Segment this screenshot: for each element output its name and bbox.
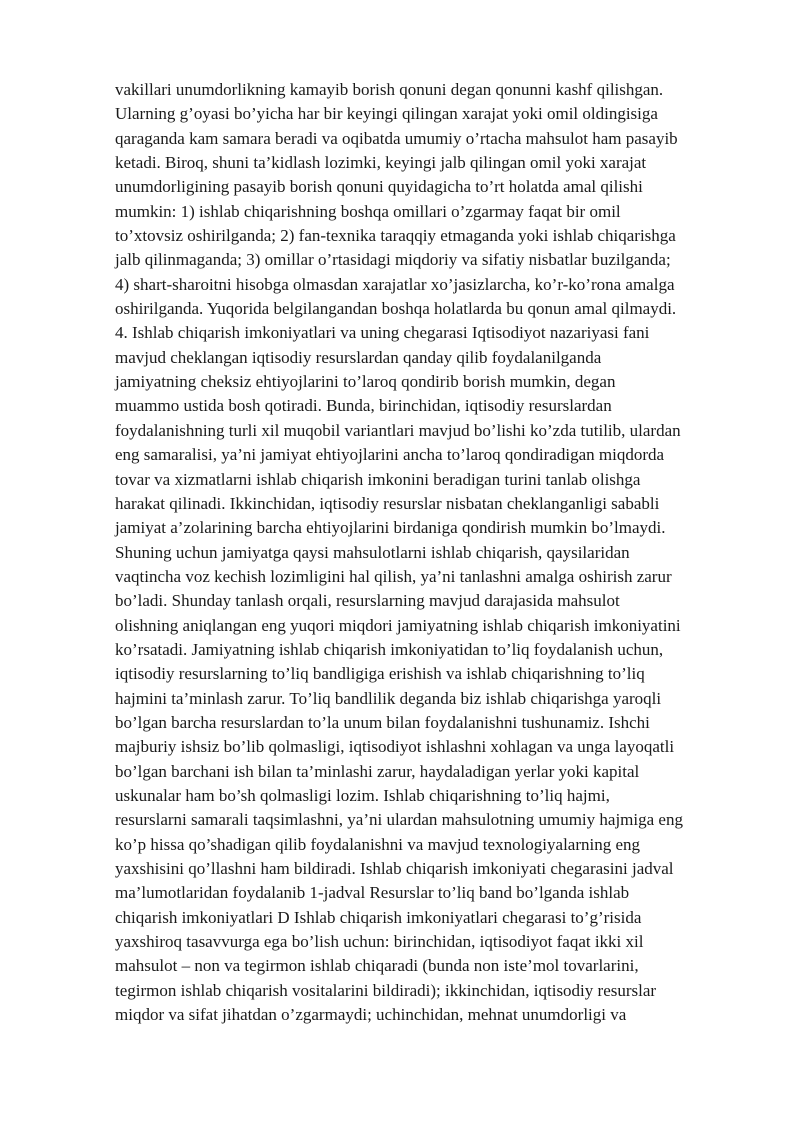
text-line: eng samaralisi, ya’ni jamiyat ehtiyojlarini ancha to’laroq qondiradigan miqdorda <box>115 445 665 465</box>
text-line: harakat qilinadi. Ikkinchidan, iqtisodiy resurslar nisbatan cheklanganligi sababli <box>115 493 660 513</box>
text-line: 4. Ishlab chiqarish imkoniyatlari va uning chegarasi Iqtisodiyot nazariyasi fani <box>115 323 650 343</box>
text-line: jalb qilinmaganda; 3) omillar o’rtasidagi miqdoriy va sifatiy nisbatlar buzilganda; <box>115 250 671 270</box>
text-line: oshirilganda. Yuqorida belgilangandan boshqa holatlarda bu qonun amal qilmaydi. <box>115 299 677 319</box>
text-line: majburiy ishsiz bo’lib qolmasligi, iqtisodiyot ishlashni xohlagan va unga layoqatli <box>115 737 675 757</box>
text-line: qaraganda kam samara beradi va oqibatda umumiy o’rtacha mahsulot ham pasayib <box>115 128 678 148</box>
text-line: ko’rsatadi. Jamiyatning ishlab chiqarish imkoniyatidan to’liq foydalanish uchun, <box>115 639 664 659</box>
text-line: miqdor va sifat jihatdan o’zgarmaydi; uchinchidan, mehnat unumdorligi va <box>115 1005 627 1025</box>
text-line: resurslarni samarali taqsimlashni, ya’ni ulardan mahsulotning umumiy hajmiga eng <box>115 810 683 830</box>
text-line: foydalanishning turli xil muqobil variantlari mavjud bo’lishi ko’zda tutilib, ulardan <box>115 420 681 440</box>
text-line: ma’lumotlaridan foydalanib 1-jadval Resurslar to’liq band bo’lganda ishlab <box>115 883 630 903</box>
text-line: bo’lgan barcha resurslardan to’la unum bilan foydalanishni tushunamiz. Ishchi <box>115 712 650 732</box>
text-line: olishning aniqlangan eng yuqori miqdori jamiyatning ishlab chiqarish imkoniyatini <box>115 615 681 635</box>
text-line: tegirmon ishlab chiqarish vositalarini bildiradi); ikkinchidan, iqtisodiy resurslar <box>115 980 657 1000</box>
text-line: mahsulot – non va tegirmon ishlab chiqaradi (bunda non iste’mol tovarlarini, <box>115 956 639 976</box>
text-line: yaxshiroq tasavvurga ega bo’lish uchun: birinchidan, iqtisodiyot faqat ikki xil <box>115 932 644 952</box>
text-line: Shuning uchun jamiyatga qaysi mahsulotlarni ishlab chiqarish, qaysilaridan <box>115 542 630 562</box>
body-text <box>115 78 765 1027</box>
text-line: muammo ustida bosh qotiradi. Bunda, birinchidan, iqtisodiy resurslardan <box>115 396 612 416</box>
text-line: Ularning g’oyasi bo’yicha har bir keyingi qilingan xarajat yoki omil oldingisiga <box>115 104 658 124</box>
text-line: bo’ladi. Shunday tanlash orqali, resurslarning mavjud darajasida mahsulot <box>115 591 620 611</box>
text-line: ketadi. Biroq, shuni ta’kidlash lozimki, keyingi jalb qilingan omil yoki xarajat <box>115 153 647 173</box>
text-line: vakillari unumdorlikning kamayib borish qonuni degan qonunni kashf qilishgan. <box>115 80 664 99</box>
text-line: uskunalar ham bo’sh qolmasligi lozim. Ishlab chiqarishning to’liq hajmi, <box>115 785 610 805</box>
text-line: iqtisodiy resurslarning to’liq bandligiga erishish va ishlab chiqarishning to’liq <box>115 664 645 684</box>
text-line: vaqtincha voz kechish lozimligini hal qilish, ya’ni tanlashni amalga oshirish zarur <box>115 566 672 586</box>
text-line: mavjud cheklangan iqtisodiy resurslardan qanday qilib foydalanilganda <box>115 347 602 367</box>
text-line: jamiyatning cheksiz ehtiyojlarini to’laroq qondirib borish mumkin, degan <box>115 372 616 392</box>
text-line: tovar va xizmatlarni ishlab chiqarish imkonini beradigan turini tanlab olishga <box>115 469 641 489</box>
text-line: hajmini ta’minlash zarur. To’liq bandlilik deganda biz ishlab chiqarishga yaroqli <box>115 688 662 708</box>
text-line: 4) shart-sharoitni hisobga olmasdan xarajatlar xo’jasizlarcha, ko’r-ko’rona amalga <box>115 274 675 294</box>
text-line: yaxshisini qo’llashni ham bildiradi. Ishlab chiqarish imkoniyati chegarasini jadval <box>115 859 674 878</box>
text-line: ko’p hissa qo’shadigan qilib foydalanishni va mavjud texnologiyalarning eng <box>115 834 641 854</box>
text-line: bo’lgan barchani ish bilan ta’minlashi zarur, haydaladigan yerlar yoki kapital <box>115 761 640 781</box>
text-line: chiqarish imkoniyatlari D Ishlab chiqarish imkoniyatlari chegarasi to’g’risida <box>115 907 642 927</box>
text-line: jamiyat a’zolarining barcha ehtiyojlarini birdaniga qondirish mumkin bo’lmaydi. <box>115 518 666 538</box>
text-line: unumdorligining pasayib borish qonuni quyidagicha to’rt holatda amal qilishi <box>115 177 643 197</box>
text-line: to’xtovsiz oshirilganda; 2) fan-texnika taraqqiy etmaganda yoki ishlab chiqarishga <box>115 226 676 246</box>
text-line: mumkin: 1) ishlab chiqarishning boshqa omillari o’zgarmay faqat bir omil <box>115 201 621 221</box>
